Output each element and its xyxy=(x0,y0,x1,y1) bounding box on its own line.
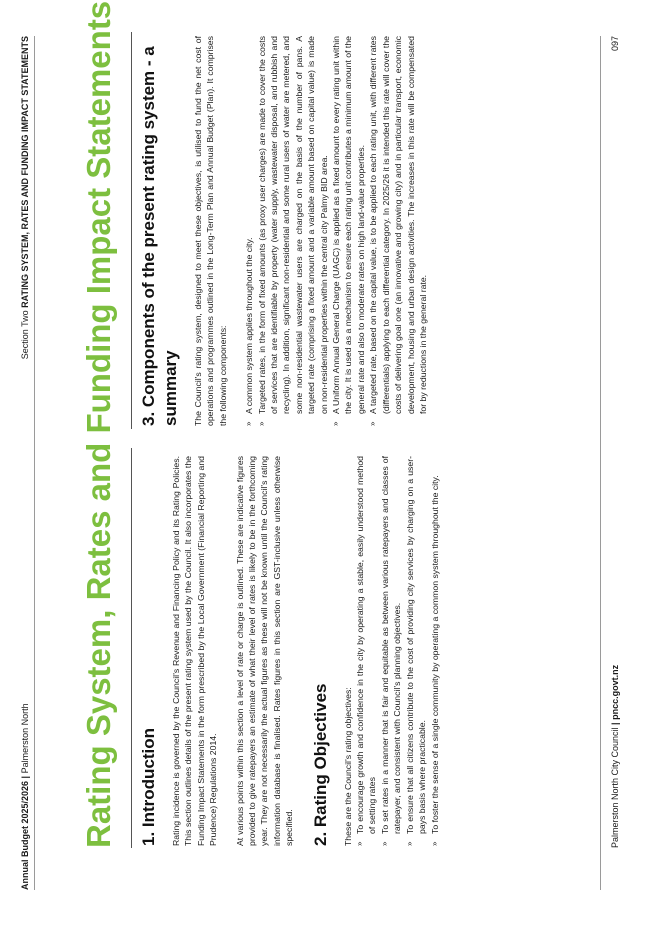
list-item: » A common system applies throughout the city. xyxy=(244,237,255,426)
list-item: » To encourage growth and confidence in the city by operating a stable, easily understood method of setting rates xyxy=(355,456,378,846)
header-org: Palmerston North xyxy=(20,703,30,774)
double-chevron-right-icon: » xyxy=(331,421,341,426)
double-chevron-right-icon: » xyxy=(368,421,378,426)
components-list xyxy=(243,36,429,426)
components-heading: 3. Components of the present rating system - a summary xyxy=(139,46,180,426)
introduction-heading: 1. Introduction xyxy=(139,727,158,846)
list-item: » To set rates in a manner that is fair and equitable as between various ratepayers and classes of ratepayer, and consistent with Council’s planning objectives. xyxy=(379,456,403,846)
header-rule xyxy=(34,36,35,890)
footer-rule xyxy=(600,36,601,890)
objectives-intro: These are the Council’s rating objectives: xyxy=(342,687,353,846)
double-chevron-right-icon: » xyxy=(404,841,414,846)
page-number: 097 xyxy=(610,36,620,52)
double-chevron-right-icon: » xyxy=(355,841,365,846)
components-intro: The Council’s rating system, designed to meet these objectives, is utilised to fund the net cost of operations and programmes outlined in the Long-Term Plan and Annual Budget (Plan). It comprises the following components: xyxy=(193,36,228,426)
header-right xyxy=(20,36,30,359)
left-column-rule xyxy=(131,448,132,848)
footer-left xyxy=(610,665,620,848)
header-left xyxy=(20,703,30,890)
right-column xyxy=(138,36,429,426)
list-item: » A targeted rate, based on the capital value, is to be applied to each rating unit, with different rates (differentials) applying to each differential category. In 2025/26 it is intended this rate will cover the costs of delivering goal one (an innovative and growing city) and in particular transport, economic development, housing and urban design activities. The increases in this rate will be compensated for by reductions in the general rate. xyxy=(368,36,428,426)
double-chevron-right-icon: » xyxy=(379,841,389,846)
list-item: » A Uniform Annual General Charge (UAGC) is applied as a fixed amount to every rating unit within the city. It is used as a mechanism to ensure each rating unit contributes a minimum amount of the general rate and also to moderate rates on high land-value properties. xyxy=(331,36,366,426)
footer-separator: | xyxy=(610,722,620,725)
section-prefix: Section Two xyxy=(20,310,30,360)
list-item: » To foster the sense of a single community by operating a common system throughout the city. xyxy=(429,475,440,846)
list-item: » To ensure that all citizens contribute to the cost of providing city services by charging on a user-pays basis where practicable. xyxy=(404,456,428,846)
double-chevron-right-icon: » xyxy=(256,421,266,426)
introduction-paragraph-2: At various points within this section a level of rate or charge is outlined. These are indicative figures provided to give ratepayers an estimate of what their level of rates is likely to be in the forthcoming year. They are not necessarily the actual figures as these will not be known until the Council’s rating information database is finalised. Rates figures in this section are GST-inclusive unless otherwise specified. xyxy=(234,456,295,846)
right-column-rule xyxy=(131,32,132,429)
double-chevron-right-icon: » xyxy=(244,421,254,426)
objectives-list xyxy=(354,456,441,846)
double-chevron-right-icon: » xyxy=(429,841,439,846)
page-title: Rating System, Rates and Funding Impact Statements xyxy=(80,0,117,848)
header-separator: | xyxy=(20,775,30,779)
budget-label: Annual Budget 2025/2026 xyxy=(20,780,30,890)
introduction-paragraph-1: Rating incidence is governed by the Council’s Revenue and Financing Policy and its Rating Policies. This section outlines details of the present rating system used by the Council. It also incorporates the Funding Impact Statements in the form prescribed by the Local Government (Financial Reporting and Prudence) Regulations 2014. xyxy=(171,456,219,846)
list-item: » Targeted rates, in the form of fixed amounts (as proxy user charges) are made to cover the costs of services that are identifiable by property (water supply, wastewater disposal, and rubbish and recycling). In addition, significant non-residential and some rural users of water are metered, and some non-residential wastewater users are charged on the basis of the number of pans. A targeted rate (comprising a fixed amount and a variable amount based on capital value) is made on non-residential properties within the central city Palmy BID area. xyxy=(256,36,329,426)
left-column xyxy=(138,456,441,846)
section-title: RATING SYSTEM, RATES AND FUNDING IMPACT STATEMENTS xyxy=(20,36,30,308)
footer-website[interactable]: pncc.govt.nz xyxy=(610,664,620,720)
footer-council: Palmerston North City Council xyxy=(610,727,620,848)
rating-objectives-heading: 2. Rating Objectives xyxy=(310,683,330,846)
